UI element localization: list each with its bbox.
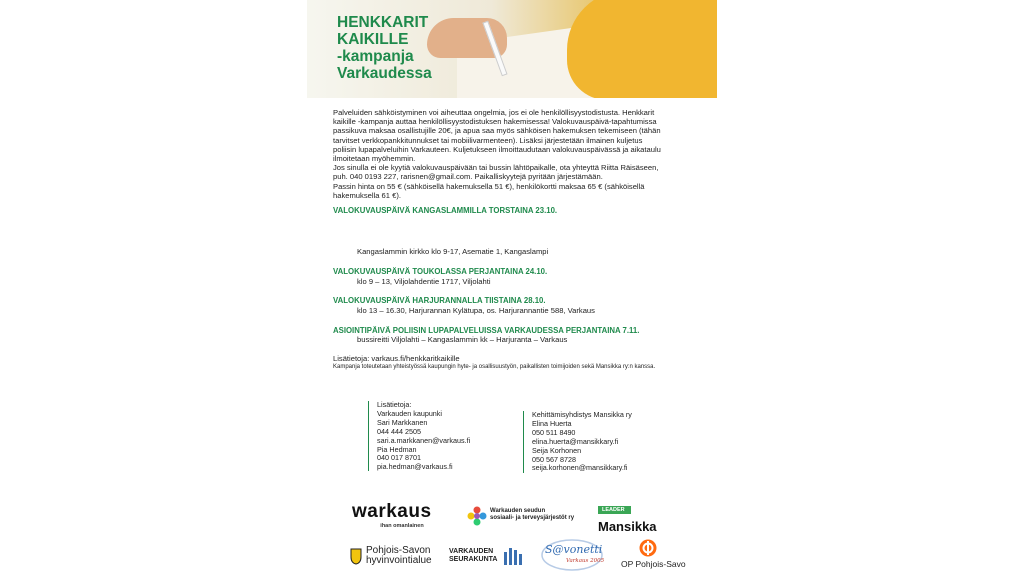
intro-line: hakemuksella 61 €). (333, 190, 401, 200)
sosiaali-logo (467, 504, 587, 528)
contact-line: Elina Huerta (532, 418, 572, 428)
contact-line: Sari Markkanen (377, 417, 428, 427)
contacts-section (368, 401, 688, 471)
warkaus-logo (352, 501, 452, 529)
pohjois-savon-line2: hyvinvointialue (366, 555, 432, 566)
event-title: VALOKUVAUSPÄIVÄ TOUKOLASSA PERJANTAINA 24.10. (333, 267, 548, 276)
hero-title: HENKKARIT KAIKILLE -kampanja Varkaudessa (337, 14, 432, 82)
hero-sleeve-illustration (567, 0, 717, 98)
church-icon (502, 546, 524, 566)
contact-line: 050 511 8490 (532, 427, 576, 437)
op-logo-icon (639, 539, 657, 557)
contact-line: 040 017 8701 (377, 453, 421, 463)
mansikka-logo-text: Mansikka (598, 519, 657, 534)
hero-banner (307, 0, 717, 98)
intro-line: ilmoitetaan myöhemmin. (333, 154, 416, 164)
contact-email[interactable]: elina.huerta@mansikkary.fi (532, 436, 619, 446)
savonetti-logo-text: S@vonetti (545, 543, 603, 556)
info-link[interactable]: Lisätietoja: varkaus.fi/henkkaritkaikille (333, 354, 460, 363)
event-detail: Kangaslammin kirkko klo 9-17, Asematie 1, Kangaslampi (357, 247, 549, 256)
seurakunta-line2: SEURAKUNTA (449, 556, 498, 563)
savonetti-logo-subtext: Varkaus 2005 (566, 558, 605, 564)
event-detail: bussireitti Viljolahti – Kangaslammin kk – Harjuranta – Varkaus (357, 335, 568, 344)
contact-line: 050 567 8728 (532, 454, 576, 464)
intro-line: Jos sinulla ei ole kyytiä valokuvauspäivään tai bussin lähtöpaikalle, ota yhteyttä Riitta Räisäseen, (333, 163, 659, 173)
contact-line: Varkauden kaupunki (377, 408, 442, 418)
pohjois-savon-logo (349, 546, 449, 568)
pohjois-savon-logo-icon (349, 547, 363, 565)
seurakunta-line1: VARKAUDEN (449, 548, 494, 555)
sosiaali-logo-line1: Warkauden seudun (490, 508, 546, 514)
leader-tag: LEADER (598, 506, 631, 514)
contact-line: Kehittämisyhdistys Mansikka ry (532, 410, 632, 419)
event-title: ASIOINTIPÄIVÄ POLIISIN LUPAPALVELUISSA VARKAUDESSA PERJANTAINA 7.11. (333, 326, 640, 335)
op-logo (621, 539, 701, 571)
op-logo-text: OP Pohjois-Savo (621, 559, 686, 569)
info-note: Kampanja toteutetaan yhteistyössä kaupungin hyte- ja osallisuustyön, paikallisten toimijoiden sekä Mansikka ry:n kanssa. (333, 364, 656, 370)
contact-email[interactable]: pia.hedman@varkaus.fi (377, 462, 453, 472)
savonetti-logo (540, 538, 605, 572)
contact-email[interactable]: seija.korhonen@mansikkary.fi (532, 463, 628, 473)
mansikka-logo (598, 498, 678, 534)
intro-line: Palveluiden sähköistyminen voi aiheuttaa ongelmia, jos ei ole henkilöllisyystodistusta. Henkkarit (333, 108, 655, 117)
event-detail: klo 9 – 13, Viljolahdentie 1717, Viljolahti (357, 277, 491, 286)
seurakunta-logo (449, 546, 529, 568)
contact-email[interactable]: sari.a.markkanen@varkaus.fi (377, 435, 471, 445)
event-detail: klo 13 – 16.30, Harjurannan Kylätupa, os. Harjurannantie 588, Varkaus (357, 306, 595, 315)
warkaus-logo-text: warkaus (352, 501, 432, 522)
flyer-page (307, 0, 717, 576)
intro-line: puh. 040 0193 227, rarisnen@gmail.com. Paikalliskyytejä pyritään järjestämään. (333, 172, 603, 182)
pohjois-savon-line1: Pohjois-Savon (366, 545, 431, 556)
intro-line: Passin hinta on 55 € (sähköisellä hakemuksella 51 €), henkilökortti maksaa 65 € (sähköisellä (333, 181, 645, 191)
intro-line: kaikille -kampanja auttaa henkilöllisyystodistuksen hakemisessa! Valokuvauspäivä-tapahtumissa (333, 117, 657, 127)
sosiaali-logo-icon (467, 506, 487, 526)
sosiaali-logo-line2: sosiaali- ja terveysjärjestöt ry (490, 515, 575, 521)
warkaus-logo-subtext: ihan omanlainen (380, 523, 424, 529)
contact-line: Pia Hedman (377, 444, 417, 454)
contact-line: 044 444 2505 (377, 426, 421, 436)
main-content (333, 108, 703, 200)
contact-line: Seija Korhonen (532, 445, 582, 455)
contact-line: Lisätietoja: (377, 400, 412, 409)
contact-column-city (368, 401, 470, 471)
event-title: VALOKUVAUSPÄIVÄ KANGASLAMMILLA TORSTAINA 23.10. (333, 206, 558, 215)
intro-line: passikuva maksaa osallistujille 20€, ja apua saa myös sähköisen hakemuksen tekemiseen (tähän (333, 126, 661, 136)
intro-text (333, 108, 703, 200)
intro-line: poliisin lupapalveluihin Varkauteen. Kuljetukseen ilmoittaudutaan valokuvauspäivässä ja aikataulu (333, 144, 661, 154)
event-title: VALOKUVAUSPÄIVÄ HARJURANNALLA TIISTAINA 28.10. (333, 296, 546, 305)
intro-line: tarvitset verkkopankkitunnukset tai mobiilivarmenteen). Lisäksi järjestetään ilmainen kuljetus (333, 135, 643, 145)
contact-column-mansikka (523, 411, 632, 473)
